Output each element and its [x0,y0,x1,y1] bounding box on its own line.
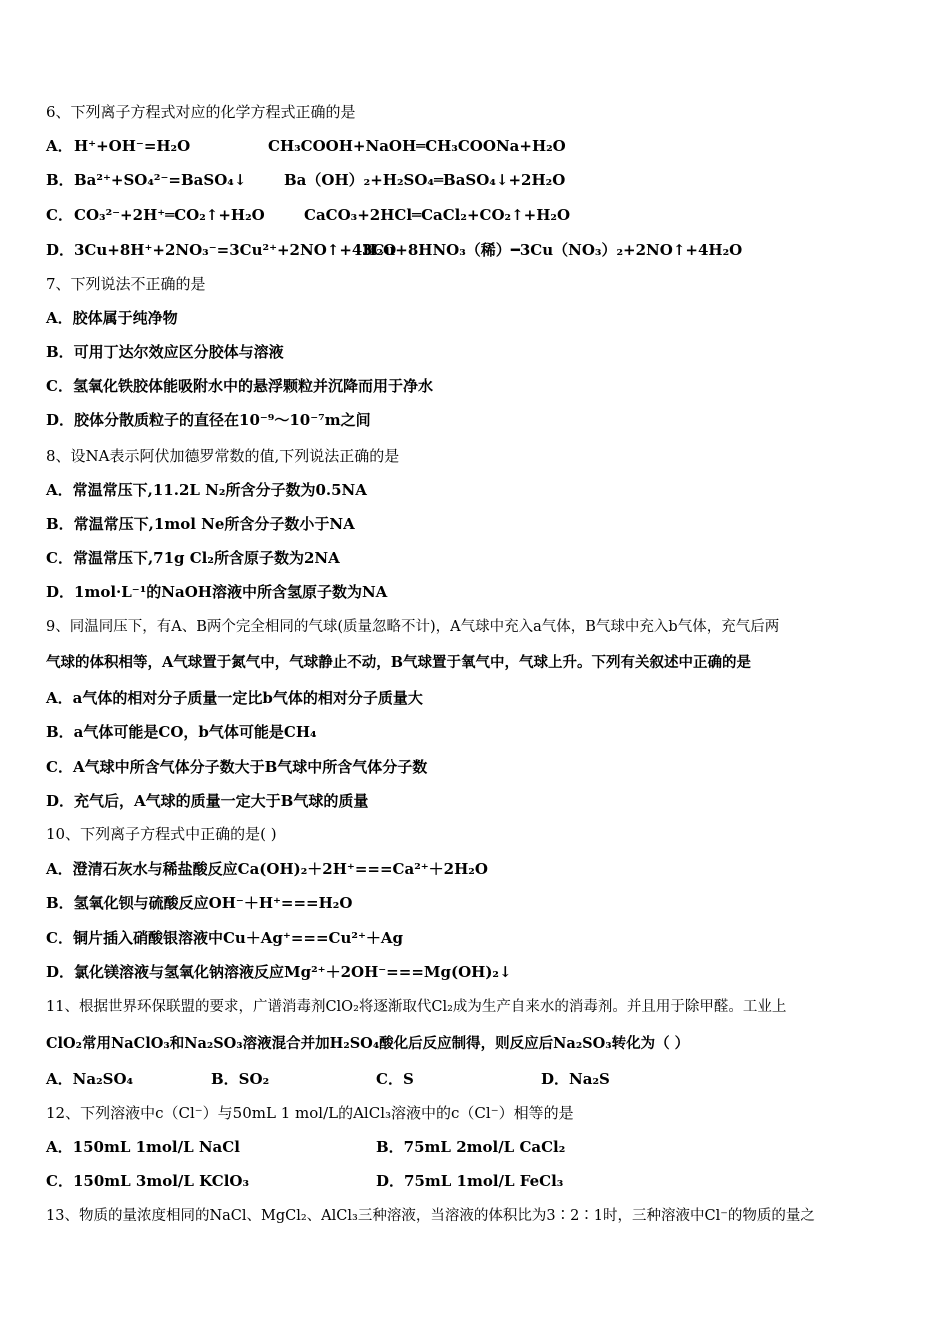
q6-option-a-ionic: H⁺+OH⁻=H₂O [74,137,191,155]
question-10-stem: 10、下列离子方程式中正确的是( ) [46,825,277,843]
q11-option-c: C．S [376,1070,414,1088]
question-7-stem: 7、下列说法不正确的是 [46,275,206,293]
q8-option-b: B．常温常压下,1mol Ne所含分子数小于NA [46,515,355,533]
question-6-stem: 6、下列离子方程式对应的化学方程式正确的是 [46,103,356,121]
q6-option-b-ionic: Ba²⁺+SO₄²⁻=BaSO₄↓ [74,171,247,189]
q10-option-b: B．氢氧化钡与硫酸反应OH⁻＋H⁺===H₂O [46,894,353,912]
question-11-stem-line2: ClO₂常用NaClO₃和Na₂SO₃溶液混合并加H₂SO₄酸化后反应制得，则反应后Na₂SO₃转化为（ ） [46,1035,690,1052]
q6-option-a-chemical: CH₃COOH+NaOH═CH₃COONa+H₂O [268,137,566,155]
q9-option-c: C．A气球中所含气体分子数大于B气球中所含气体分子数 [46,758,428,776]
q7-option-a: A．胶体属于纯净物 [46,309,178,327]
q6-option-a-label: A． [46,137,73,155]
q11-option-a: A．Na₂SO₄ [46,1070,134,1088]
q7-option-c: C．氢氧化铁胶体能吸附水中的悬浮颗粒并沉降而用于净水 [46,377,433,395]
question-9-stem-line1: 9、同温同压下，有A、B两个完全相同的气球(质量忽略不计)，A气球中充入a气体，B气球中充入b气体，充气后两 [46,619,780,635]
question-9-stem-line2: 气球的体积相等，A气球置于氮气中，气球静止不动，B气球置于氧气中，气球上升。下列有关叙述中正确的是 [46,654,752,671]
q9-option-b: B．a气体可能是CO，b气体可能是CH₄ [46,723,317,741]
q10-option-d: D．氯化镁溶液与氢氧化钠溶液反应Mg²⁺＋2OH⁻===Mg(OH)₂↓ [46,963,512,981]
q7-option-b: B．可用丁达尔效应区分胶体与溶液 [46,343,284,361]
q8-option-a: A．常温常压下,11.2L N₂所含分子数为0.5NA [46,481,367,499]
q9-option-a: A．a气体的相对分子质量一定比b气体的相对分子质量大 [46,689,423,707]
q9-option-d: D．充气后，A气球的质量一定大于B气球的质量 [46,792,369,810]
q12-option-d: D．75mL 1mol/L FeCl₃ [376,1172,564,1190]
q6-option-c-chemical: CaCO₃+2HCl═CaCl₂+CO₂↑+H₂O [304,206,571,224]
question-13-stem: 13、物质的量浓度相同的NaCl、MgCl₂、AlCl₃三种溶液，当溶液的体积比为3∶2∶1时，三种溶液中Cl⁻的物质的量之 [46,1208,815,1224]
q8-option-d: D．1mol·L⁻¹的NaOH溶液中所含氢原子数为NA [46,583,388,601]
question-12-stem: 12、下列溶液中c（Cl⁻）与50mL 1 mol/L的AlCl₃溶液中的c（Cl⁻）相等的是 [46,1104,574,1122]
q12-option-c: C．150mL 3mol/L KClO₃ [46,1172,250,1190]
question-11-stem-line1: 11、根据世界环保联盟的要求，广谱消毒剂ClO₂将逐渐取代Cl₂成为生产自来水的消毒剂。并且用于除甲醛。工业上 [46,999,787,1015]
q12-option-a: A．150mL 1mol/L NaCl [46,1138,240,1156]
q8-option-c: C．常温常压下,71g Cl₂所含原子数为2NA [46,549,340,567]
q10-option-c: C．铜片插入硝酸银溶液中Cu＋Ag⁺===Cu²⁺＋Ag [46,929,403,947]
q6-option-c-label: C． [46,206,73,224]
q6-option-d-label: D． [46,241,75,259]
q11-option-d: D．Na₂S [541,1070,610,1088]
q6-option-d-ionic: 3Cu+8H⁺+2NO₃⁻=3Cu²⁺+2NO↑+4H₂O [74,241,397,259]
q6-option-b-label: B． [46,171,74,189]
q7-option-d: D．胶体分散质粒子的直径在10⁻⁹～10⁻⁷m之间 [46,411,371,429]
q6-option-d-chemical: 3Cu+8HNO₃（稀）━3Cu（NO₃）₂+2NO↑+4H₂O [362,241,743,259]
q10-option-a: A．澄清石灰水与稀盐酸反应Ca(OH)₂＋2H⁺===Ca²⁺＋2H₂O [46,860,488,878]
q6-option-b-chemical: Ba（OH）₂+H₂SO₄═BaSO₄↓+2H₂O [284,171,566,189]
q11-option-b: B．SO₂ [211,1070,270,1088]
question-8-stem: 8、设NA表示阿伏加德罗常数的值,下列说法正确的是 [46,447,400,465]
q12-option-b: B．75mL 2mol/L CaCl₂ [376,1138,566,1156]
q6-option-c-ionic: CO₃²⁻+2H⁺═CO₂↑+H₂O [74,206,265,224]
